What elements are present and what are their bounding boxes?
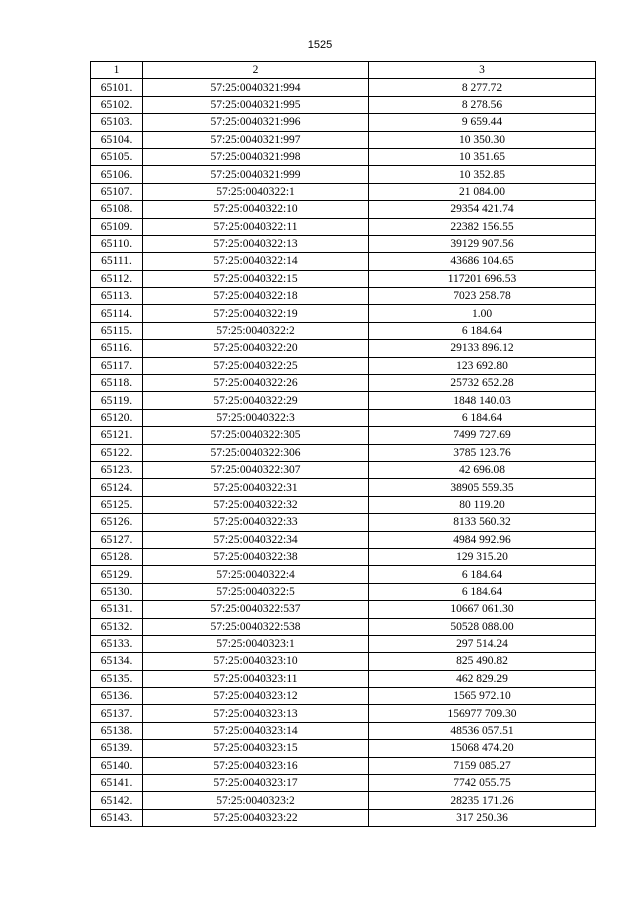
cadastral-number-cell: 57:25:0040322:305 [143,427,369,444]
table-row [91,96,596,113]
value-cell: 10 350.30 [369,131,596,148]
row-number-cell: 65111. [91,253,143,270]
cadastral-number-cell: 57:25:0040322:4 [143,566,369,583]
cadastral-number-cell: 57:25:0040322:3 [143,409,369,426]
table-body [91,79,596,827]
row-number-cell: 65126. [91,514,143,531]
row-number-cell: 65122. [91,444,143,461]
column-header-3: 3 [369,62,596,79]
table-row [91,775,596,792]
table-row [91,201,596,218]
table-row [91,253,596,270]
value-cell: 3785 123.76 [369,444,596,461]
table-row [91,270,596,287]
value-cell: 6 184.64 [369,409,596,426]
row-number-cell: 65134. [91,653,143,670]
cadastral-number-cell: 57:25:0040323:14 [143,722,369,739]
header-row [91,62,596,79]
value-cell: 1565 972.10 [369,688,596,705]
cadastral-number-cell: 57:25:0040323:1 [143,635,369,652]
table-row [91,148,596,165]
table-row [91,670,596,687]
value-cell: 156977 709.30 [369,705,596,722]
value-cell: 317 250.36 [369,809,596,826]
row-number-cell: 65131. [91,601,143,618]
row-number-cell: 65101. [91,79,143,96]
value-cell: 10 351.65 [369,148,596,165]
value-cell: 7159 085.27 [369,757,596,774]
value-cell: 38905 559.35 [369,479,596,496]
cadastral-number-cell: 57:25:0040322:13 [143,235,369,252]
table-row [91,479,596,496]
row-number-cell: 65104. [91,131,143,148]
cadastral-number-cell: 57:25:0040323:11 [143,670,369,687]
value-cell: 6 184.64 [369,322,596,339]
row-number-cell: 65120. [91,409,143,426]
cadastral-number-cell: 57:25:0040322:34 [143,531,369,548]
cadastral-number-cell: 57:25:0040322:307 [143,461,369,478]
cadastral-number-cell: 57:25:0040322:25 [143,357,369,374]
table-row [91,392,596,409]
table-row [91,79,596,96]
table-row [91,131,596,148]
row-number-cell: 65138. [91,722,143,739]
value-cell: 21 084.00 [369,183,596,200]
row-number-cell: 65125. [91,496,143,513]
row-number-cell: 65116. [91,340,143,357]
cadastral-number-cell: 57:25:0040321:997 [143,131,369,148]
row-number-cell: 65136. [91,688,143,705]
row-number-cell: 65108. [91,201,143,218]
value-cell: 50528 088.00 [369,618,596,635]
value-cell: 8 278.56 [369,96,596,113]
table-row [91,357,596,374]
row-number-cell: 65105. [91,148,143,165]
value-cell: 10667 061.30 [369,601,596,618]
value-cell: 7742 055.75 [369,775,596,792]
row-number-cell: 65127. [91,531,143,548]
data-table [90,61,596,827]
cadastral-number-cell: 57:25:0040322:38 [143,548,369,565]
row-number-cell: 65106. [91,166,143,183]
table-row [91,653,596,670]
value-cell: 1.00 [369,305,596,322]
row-number-cell: 65110. [91,235,143,252]
row-number-cell: 65123. [91,461,143,478]
row-number-cell: 65107. [91,183,143,200]
value-cell: 129 315.20 [369,548,596,565]
table-row [91,740,596,757]
table-row [91,809,596,826]
cadastral-number-cell: 57:25:0040323:22 [143,809,369,826]
value-cell: 25732 652.28 [369,375,596,392]
table-row [91,618,596,635]
row-number-cell: 65121. [91,427,143,444]
value-cell: 10 352.85 [369,166,596,183]
value-cell: 42 696.08 [369,461,596,478]
cadastral-number-cell: 57:25:0040322:20 [143,340,369,357]
cadastral-number-cell: 57:25:0040323:16 [143,757,369,774]
row-number-cell: 65102. [91,96,143,113]
row-number-cell: 65139. [91,740,143,757]
value-cell: 9 659.44 [369,114,596,131]
row-number-cell: 65117. [91,357,143,374]
value-cell: 1848 140.03 [369,392,596,409]
row-number-cell: 65143. [91,809,143,826]
table-row [91,792,596,809]
table-row [91,322,596,339]
table-row [91,601,596,618]
value-cell: 22382 156.55 [369,218,596,235]
table-row [91,166,596,183]
table-row [91,375,596,392]
value-cell: 6 184.64 [369,583,596,600]
cadastral-number-cell: 57:25:0040322:15 [143,270,369,287]
value-cell: 80 119.20 [369,496,596,513]
value-cell: 28235 171.26 [369,792,596,809]
table-row [91,427,596,444]
value-cell: 29354 421.74 [369,201,596,218]
cadastral-number-cell: 57:25:0040322:14 [143,253,369,270]
column-header-2: 2 [143,62,369,79]
row-number-cell: 65114. [91,305,143,322]
cadastral-number-cell: 57:25:0040321:998 [143,148,369,165]
row-number-cell: 65142. [91,792,143,809]
table-row [91,566,596,583]
value-cell: 123 692.80 [369,357,596,374]
value-cell: 6 184.64 [369,566,596,583]
cadastral-number-cell: 57:25:0040322:537 [143,601,369,618]
cadastral-number-cell: 57:25:0040323:13 [143,705,369,722]
row-number-cell: 65130. [91,583,143,600]
value-cell: 825 490.82 [369,653,596,670]
table-row [91,514,596,531]
row-number-cell: 65137. [91,705,143,722]
value-cell: 117201 696.53 [369,270,596,287]
row-number-cell: 65103. [91,114,143,131]
value-cell: 48536 057.51 [369,722,596,739]
page-number: 1525 [307,39,333,51]
cadastral-number-cell: 57:25:0040322:5 [143,583,369,600]
row-number-cell: 65113. [91,288,143,305]
value-cell: 39129 907.56 [369,235,596,252]
cadastral-number-cell: 57:25:0040322:33 [143,514,369,531]
cadastral-number-cell: 57:25:0040323:12 [143,688,369,705]
cadastral-number-cell: 57:25:0040322:19 [143,305,369,322]
table-row [91,583,596,600]
cadastral-number-cell: 57:25:0040322:538 [143,618,369,635]
table-row [91,722,596,739]
cadastral-number-cell: 57:25:0040321:995 [143,96,369,113]
table-row [91,688,596,705]
table-row [91,444,596,461]
row-number-cell: 65109. [91,218,143,235]
row-number-cell: 65135. [91,670,143,687]
cadastral-number-cell: 57:25:0040322:10 [143,201,369,218]
value-cell: 8133 560.32 [369,514,596,531]
table-header [91,62,596,79]
row-number-cell: 65132. [91,618,143,635]
cadastral-number-cell: 57:25:0040322:18 [143,288,369,305]
value-cell: 8 277.72 [369,79,596,96]
value-cell: 15068 474.20 [369,740,596,757]
table-row [91,218,596,235]
row-number-cell: 65141. [91,775,143,792]
cadastral-number-cell: 57:25:0040322:26 [143,375,369,392]
cadastral-number-cell: 57:25:0040322:29 [143,392,369,409]
cadastral-number-cell: 57:25:0040322:1 [143,183,369,200]
cadastral-number-cell: 57:25:0040322:32 [143,496,369,513]
cadastral-number-cell: 57:25:0040323:17 [143,775,369,792]
table-row [91,496,596,513]
row-number-cell: 65124. [91,479,143,496]
cadastral-number-cell: 57:25:0040323:15 [143,740,369,757]
row-number-cell: 65129. [91,566,143,583]
value-cell: 29133 896.12 [369,340,596,357]
row-number-cell: 65119. [91,392,143,409]
cadastral-number-cell: 57:25:0040321:996 [143,114,369,131]
value-cell: 43686 104.65 [369,253,596,270]
cadastral-number-cell: 57:25:0040321:999 [143,166,369,183]
cadastral-number-cell: 57:25:0040322:306 [143,444,369,461]
table-row [91,548,596,565]
table-row [91,183,596,200]
column-header-1: 1 [91,62,143,79]
table-row [91,705,596,722]
table-row [91,114,596,131]
table-row [91,340,596,357]
cadastral-number-cell: 57:25:0040322:2 [143,322,369,339]
cadastral-number-cell: 57:25:0040323:10 [143,653,369,670]
row-number-cell: 65128. [91,548,143,565]
table-row [91,235,596,252]
cadastral-number-cell: 57:25:0040322:11 [143,218,369,235]
table-row [91,288,596,305]
table-row [91,461,596,478]
cadastral-number-cell: 57:25:0040321:994 [143,79,369,96]
row-number-cell: 65115. [91,322,143,339]
row-number-cell: 65133. [91,635,143,652]
cadastral-number-cell: 57:25:0040322:31 [143,479,369,496]
table-row [91,305,596,322]
value-cell: 7499 727.69 [369,427,596,444]
table-row [91,757,596,774]
value-cell: 4984 992.96 [369,531,596,548]
row-number-cell: 65118. [91,375,143,392]
value-cell: 7023 258.78 [369,288,596,305]
table-row [91,409,596,426]
row-number-cell: 65140. [91,757,143,774]
table-row [91,531,596,548]
value-cell: 462 829.29 [369,670,596,687]
value-cell: 297 514.24 [369,635,596,652]
row-number-cell: 65112. [91,270,143,287]
table-row [91,635,596,652]
cadastral-number-cell: 57:25:0040323:2 [143,792,369,809]
